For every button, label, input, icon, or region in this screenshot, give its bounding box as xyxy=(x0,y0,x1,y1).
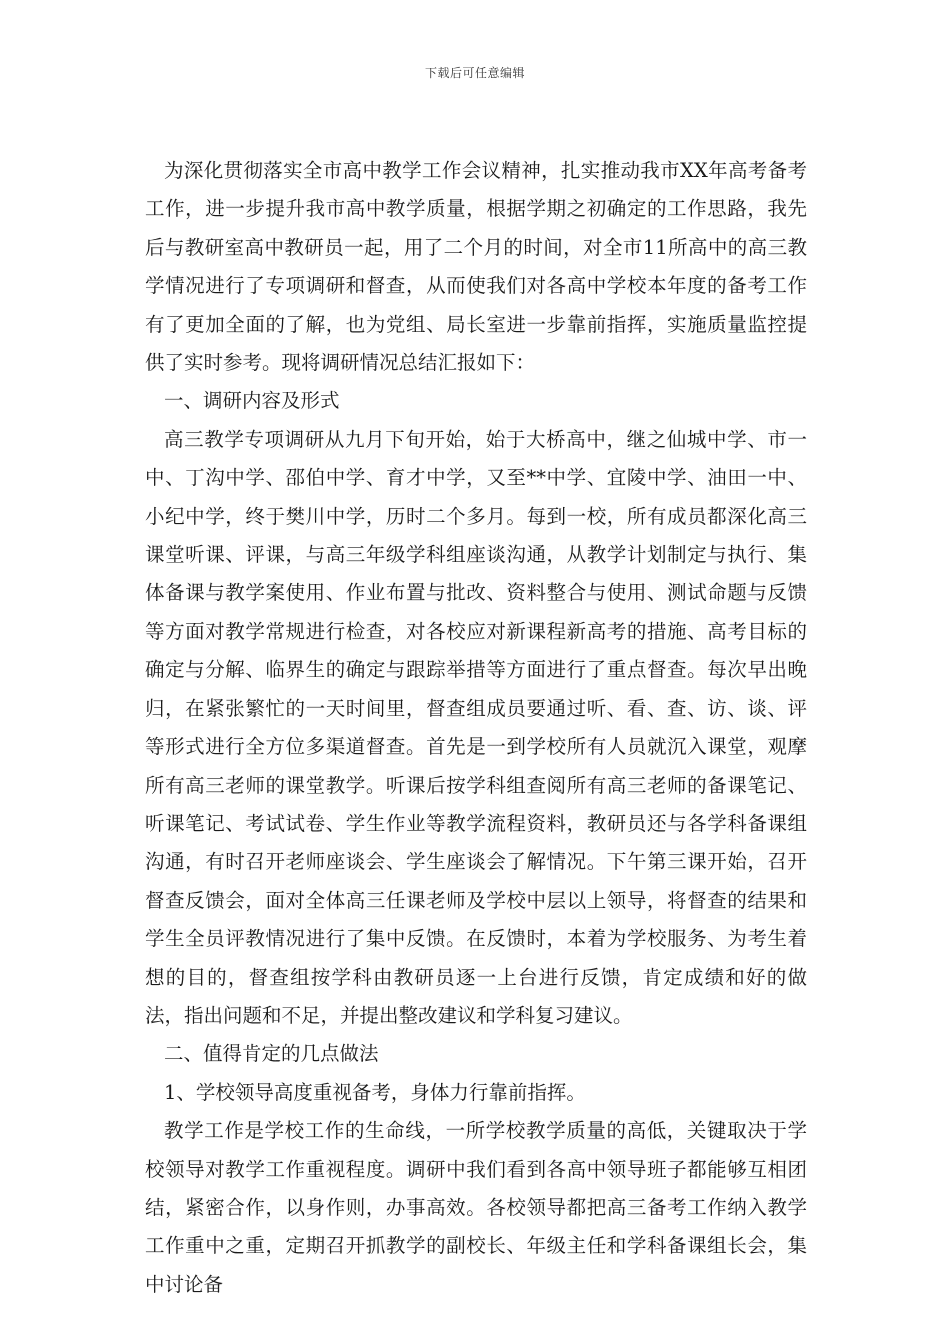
section-heading-good-practices: 二、值得肯定的几点做法 xyxy=(164,1042,379,1066)
section-heading-research-content: 一、调研内容及形式 xyxy=(164,389,340,413)
subheading-leadership: 1、学校领导高度重视备考，身体力行靠前指挥。 xyxy=(164,1080,586,1104)
intro-paragraph: 为深化贯彻落实全市高中教学工作会议精神，扎实推动我市XX年高考备考工作，进一步提升我市高中教学质量，根据学期之初确定的工作思路，我先后与教研室高中教研员一起，用了二个月的时间，对全市11所高中的高三教学情况进行了专项调研和督查，从而使我们对各高中学校本年度的备考工作有了更加全面的了解，也为党组、局长室进一步靠前指挥，实施质量监控提供了实时参考。现将调研情况总结汇报如下： xyxy=(145,159,807,375)
research-description-paragraph: 高三教学专项调研从九月下旬开始，始于大桥高中，继之仙城中学、市一中、丁沟中学、邵伯中学、育才中学，又至**中学、宜陵中学、油田一中、小纪中学，终于樊川中学，历时二个多月。每到一校，所有成员都深化高三课堂听课、评课，与高三年级学科组座谈沟通，从教学计划制定与执行、集体备课与教学案使用、作业布置与批改、资料整合与使用、测试命题与反馈等方面对教学常规进行检查，对各校应对新课程新高考的措施、高考目标的确定与分解、临界生的确定与跟踪举措等方面进行了重点督查。每次早出晚归，在紧张繁忙的一天时间里，督查组成员要通过听、看、查、访、谈、评等形式进行全方位多渠道督查。首先是一到学校所有人员就沉入课堂，观摩所有高三老师的课堂教学。听课后按学科组查阅所有高三老师的备课笔记、听课笔记、考试试卷、学生作业等教学流程资料，教研员还与各学科备课组沟通，有时召开老师座谈会、学生座谈会了解情况。下午第三课开始，召开督查反馈会，面对全体高三任课老师及学校中层以上领导，将督查的结果和学生全员评教情况进行了集中反馈。在反馈时，本着为学校服务、为考生着想的目的，督查组按学科由教研员逐一上台进行反馈，肯定成绩和好的做法，指出问题和不足，并提出整改建议和学科复习建议。 xyxy=(145,427,807,1027)
page-header-note: 下载后可任意编辑 xyxy=(424,66,525,80)
leadership-paragraph: 教学工作是学校工作的生命线，一所学校教学质量的高低，关键取决于学校领导对教学工作重视程度。调研中我们看到各高中领导班子都能够互相团结，紧密合作，以身作则，办事高效。各校领导都把高三备考工作纳入教学工作重中之重，定期召开抓教学的副校长、年级主任和学科备课组长会，集中讨论备 xyxy=(145,1119,807,1296)
document-body xyxy=(145,152,807,1304)
